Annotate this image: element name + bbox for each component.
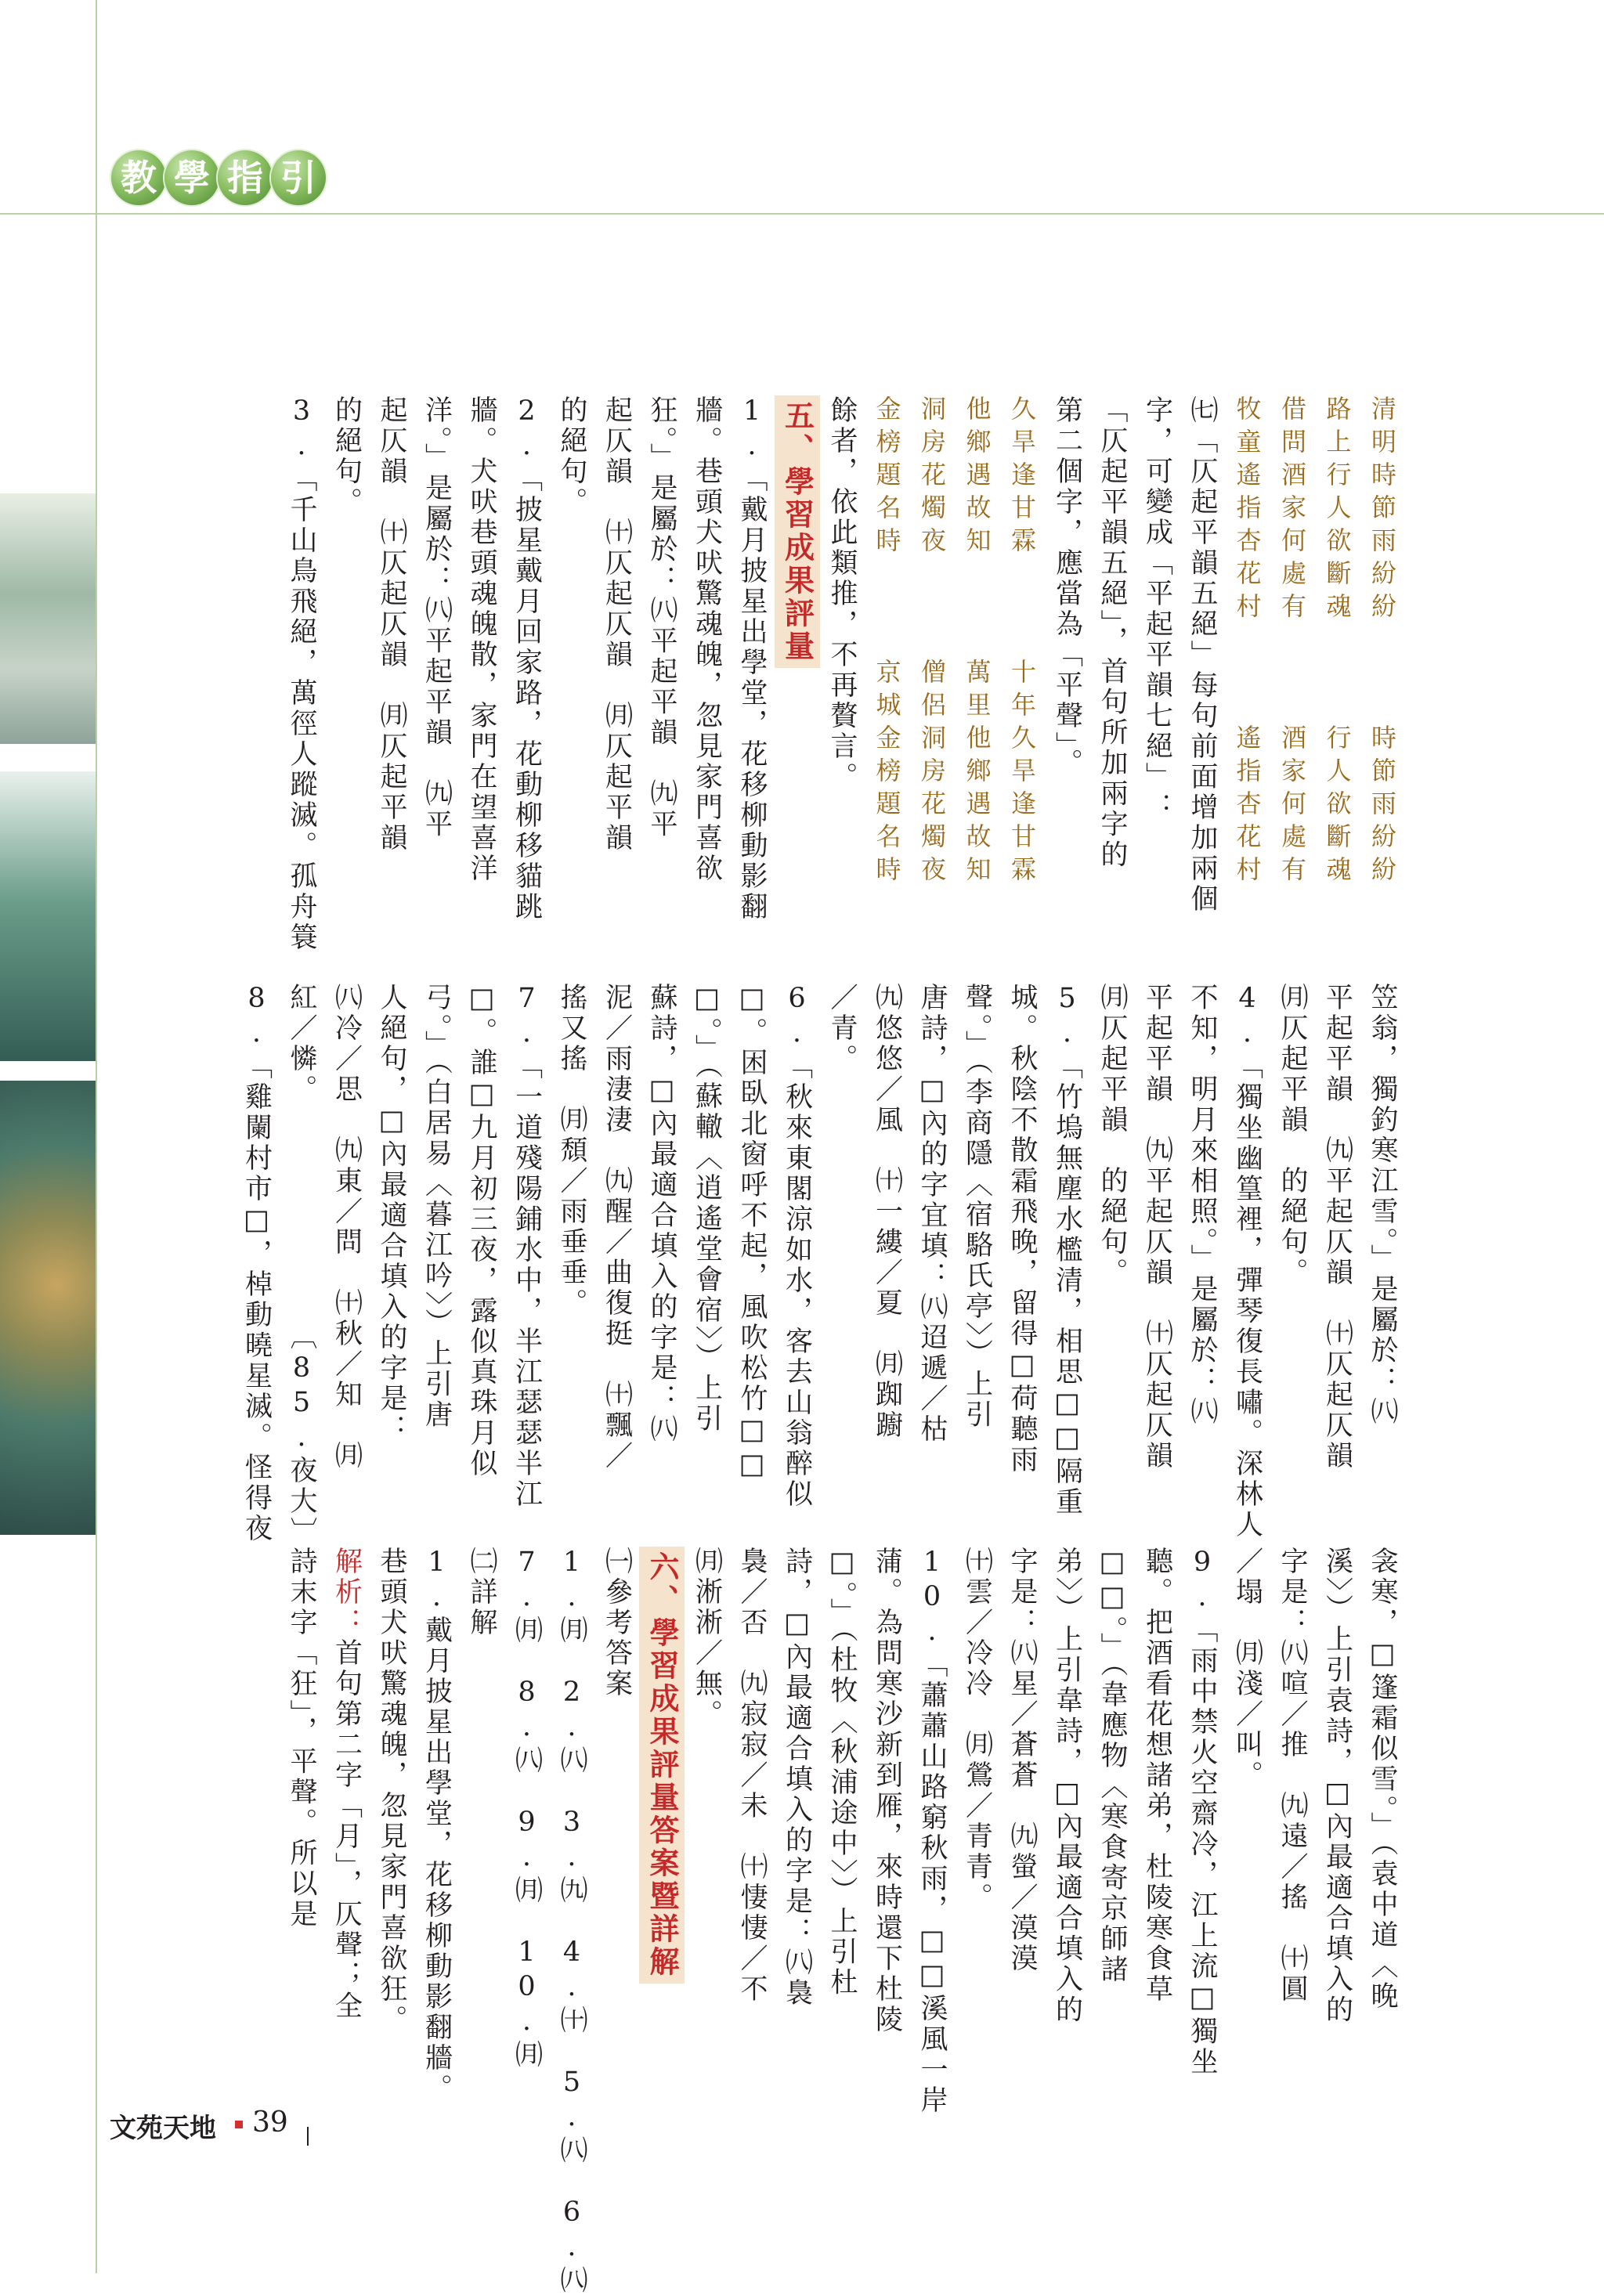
block1-column-14: 五、學習成果評量 bbox=[775, 395, 820, 668]
block1-column-6: 字，可變成「平起平韻七絕」： bbox=[1141, 395, 1173, 823]
block2-column-22: 弓。」（白居易〈暮江吟〉）上引唐 bbox=[421, 983, 453, 1431]
block1-column-9: 久旱逢甘霖 十年久旱逢甘霖 bbox=[1007, 395, 1037, 889]
decor-panel-top bbox=[0, 493, 96, 744]
block1-column-13: 餘者，依此類推，不再贅言。 bbox=[826, 395, 858, 792]
block2-column-18: 泥／雨淒淒 ㈨醒／曲復挺 ㈩飄／ bbox=[601, 983, 633, 1471]
block2-column-3: ㈪仄起平韻 的絕句。 bbox=[1277, 983, 1308, 1288]
footer-title: 文苑天地 bbox=[110, 2113, 216, 2144]
block2-column-7: ㈪仄起平韻 的絕句。 bbox=[1096, 983, 1128, 1288]
block3-column-16: ㈪淅淅／無。 bbox=[691, 1547, 723, 1730]
block3-column-9: 字是：㈧星／蒼蒼 ㈨螢／漠漠 bbox=[1006, 1547, 1038, 1974]
block2-column-8: 5.「竹塢無塵水檻清，相思□□隔重 bbox=[1051, 983, 1083, 1518]
block3-column-6: 聽。把酒看花想諸弟，杜陵寒食草 bbox=[1141, 1547, 1173, 2005]
block2-column-4: 4.「獨坐幽篁裡，彈琴復長嘯。深林人 bbox=[1231, 983, 1263, 1540]
block1-column-24: 的絕句。 bbox=[331, 395, 363, 518]
header-badge-4: 引 bbox=[271, 150, 326, 205]
block3-column-4: ／塌 ㈪淺／叫。 bbox=[1231, 1547, 1263, 1791]
block3-column-22: 1.戴月披星出學堂，花移柳動影翻牆。 bbox=[421, 1547, 453, 2104]
block1-column-10: 他鄉遇故知 萬里他鄉遇故知 bbox=[962, 395, 992, 889]
block3-column-19: 1.㈪ 2.㈧ 3.㈨ 4.㈩ 5.㈧ 6.㈧ bbox=[556, 1547, 587, 2296]
block2-column-12: ㈨悠悠／風 ㈩一縷／夏 ㈪踟躕 bbox=[871, 983, 903, 1441]
block3-column-11: 10.「蕭蕭山路窮秋雨，□□溪風一岸 bbox=[916, 1547, 948, 2116]
decor-panel-ornament bbox=[0, 1081, 96, 1535]
block3-column-15: 裊／否 ㈨寂寂／未 ㈩悽悽／不 bbox=[736, 1547, 768, 2005]
block3-column-18: ㈠參考答案 bbox=[601, 1547, 633, 1699]
block2-column-16: □。」（蘇轍〈逍遙堂會宿〉）上引 bbox=[691, 983, 723, 1435]
block2-column-11: 唐詩，□內的字宜填：㈧迢遞／枯 bbox=[916, 983, 948, 1445]
block1-column-21: 牆。犬吠巷頭魂魄散，家門在望喜洋 bbox=[466, 395, 497, 884]
block2-column-25: 紅／憐。 〔85.夜大〕 bbox=[286, 983, 317, 1547]
block2-column-19: 搖又搖 ㈪頹／雨垂垂。 bbox=[556, 983, 587, 1319]
block2-column-1: 笠翁，獨釣寒江雪。」是屬於：㈧ bbox=[1367, 983, 1398, 1428]
block3-column-14: 詩，□內最適合填入的字是：㈧裊 bbox=[781, 1547, 813, 2009]
block2-column-23: 人絕句，□內最適合填入的字是： bbox=[376, 983, 407, 1445]
block3-column-7: □□。」（韋應物〈寒食寄京師諸 bbox=[1096, 1547, 1128, 1985]
block1-column-12: 金榜題名時 京城金榜題名時 bbox=[872, 395, 902, 889]
block1-column-3: 借問酒家何處有 酒家何處有 bbox=[1277, 395, 1307, 889]
block3-column-2: 溪〉）上引袁詩，□內最適合填入的 bbox=[1321, 1547, 1353, 2026]
block1-column-25: 3.「千山鳥飛絕，萬徑人蹤滅。孤舟簑 bbox=[286, 395, 317, 953]
block3-column-23: 巷頭犬吠驚魂魄，忽見家門喜欲狂。 bbox=[376, 1547, 407, 2035]
block1-column-1: 清明時節雨紛紛 時節雨紛紛 bbox=[1367, 395, 1397, 889]
block2-column-15: □。困臥北窗呼不起，風吹松竹□□ bbox=[736, 983, 768, 1483]
block1-column-8: 第二個字，應當為「平聲」。 bbox=[1051, 395, 1083, 779]
block1-column-2: 路上行人欲斷魂 行人欲斷魂 bbox=[1322, 395, 1353, 889]
block3-column-8: 弟〉）上引韋詩，□內最適合填入的 bbox=[1051, 1547, 1083, 2026]
header-rule bbox=[0, 213, 1604, 215]
block1-column-20: 2.「披星戴月回家路，花動柳移貓跳 bbox=[511, 395, 543, 922]
block3-column-13: □。」（杜牧〈秋浦途中〉）上引杜 bbox=[826, 1547, 858, 1998]
block1-column-18: 起仄韻 ㈩仄起仄韻 ㈪仄起平韻 bbox=[601, 395, 633, 854]
block1-column-11: 洞房花燭夜 僧侶洞房花燭夜 bbox=[917, 395, 947, 889]
block1-column-15: 1.「戴月披星出學堂，花移柳動影翻 bbox=[736, 395, 768, 922]
analysis-label: 解析： bbox=[331, 1547, 363, 1638]
block1-column-7: 「仄起平韻五絕」，首句所加兩字的 bbox=[1096, 395, 1128, 871]
page-number: 39 bbox=[252, 2106, 288, 2139]
decor-panel-middle bbox=[0, 771, 96, 1061]
block1-column-23: 起仄韻 ㈩仄起仄韻 ㈪仄起平韻 bbox=[376, 395, 407, 854]
block3-column-10: ㈩雲／冷冷 ㈪鶯／青青。 bbox=[961, 1547, 993, 1913]
block1-column-22: 洋。」是屬於：㈧平起平韻 ㈨平 bbox=[421, 395, 453, 840]
block2-column-5: 不知，明月來相照。」是屬於：㈧ bbox=[1187, 983, 1218, 1428]
block2-column-9: 城。秋陰不散霜飛晚，留得□荷聽雨 bbox=[1006, 983, 1038, 1475]
block3-column-12: 蒲。為問寒沙新到雁，來時還下杜陵 bbox=[871, 1547, 903, 2035]
block3-column-20: 7.㈪ 8.㈧ 9.㈪ 10.㈪ bbox=[511, 1547, 543, 2070]
block1-column-19: 的絕句。 bbox=[556, 395, 587, 518]
block2-column-10: 聲。」（李商隱〈宿駱氏亭〉）上引 bbox=[961, 983, 993, 1431]
block3-column-5: 9.「雨中禁火空齋冷，江上流□獨坐 bbox=[1187, 1547, 1218, 2078]
page-left-rule bbox=[96, 0, 97, 2273]
header-badge-2: 學 bbox=[164, 150, 219, 205]
block1-column-5: ㈦「仄起平韻五絕」每句前面增加兩個 bbox=[1187, 395, 1218, 915]
footer-tick bbox=[307, 2127, 309, 2146]
block2-column-2: 平起平韻 ㈨平起仄韻 ㈩仄起仄韻 bbox=[1321, 983, 1353, 1471]
header-badge-3: 指 bbox=[218, 150, 273, 205]
block3-column-1: 衾寒，□篷霜似雪。」（袁中道〈晚 bbox=[1367, 1547, 1398, 2012]
block1-column-4: 牧童遙指杏花村 遙指杏花村 bbox=[1232, 395, 1263, 889]
block3-column-3: 字是：㈧喧／推 ㈨遠／搖 ㈩圓 bbox=[1277, 1547, 1308, 2005]
block2-column-14: 6.「秋來東閣涼如水，客去山翁醉似 bbox=[781, 983, 813, 1510]
block2-column-13: ／青。 bbox=[826, 983, 858, 1074]
block2-column-6: 平起平韻 ㈨平起仄韻 ㈩仄起仄韻 bbox=[1141, 983, 1173, 1471]
block3-column-17: 六、學習成果評量答案暨詳解 bbox=[639, 1547, 685, 1984]
block2-column-20: 7.「一道殘陽鋪水中，半江瑟瑟半江 bbox=[511, 983, 543, 1510]
block1-column-17: 狂。」是屬於：㈧平起平韻 ㈨平 bbox=[646, 395, 677, 840]
block3-column-21: ㈡詳解 bbox=[466, 1547, 497, 1638]
block2-column-17: 蘇詩，□內最適合填入的字是：㈧ bbox=[646, 983, 677, 1445]
block1-column-16: 牆。巷頭犬吠驚魂魄，忽見家門喜欲 bbox=[691, 395, 723, 884]
block3-column-24 bbox=[324, 1547, 370, 2022]
block2-column-21: □。誰□九月初三夜，露似真珠月似 bbox=[466, 983, 497, 1479]
block3-column-25: 詩末字「狂」，平聲。所以是 bbox=[286, 1547, 317, 1930]
block2-column-26: 8.「雞闌村市□，棹動曉星滅。怪得夜 bbox=[240, 983, 273, 1544]
analysis-text: 首句第二字「月」，仄聲；全 bbox=[331, 1638, 363, 2022]
header-badge-1: 教 bbox=[111, 150, 166, 205]
footer-bullet bbox=[235, 2121, 243, 2128]
block2-column-24: ㈧冷／思 ㈨東／問 ㈩秋／知 ㈪ bbox=[331, 983, 363, 1471]
